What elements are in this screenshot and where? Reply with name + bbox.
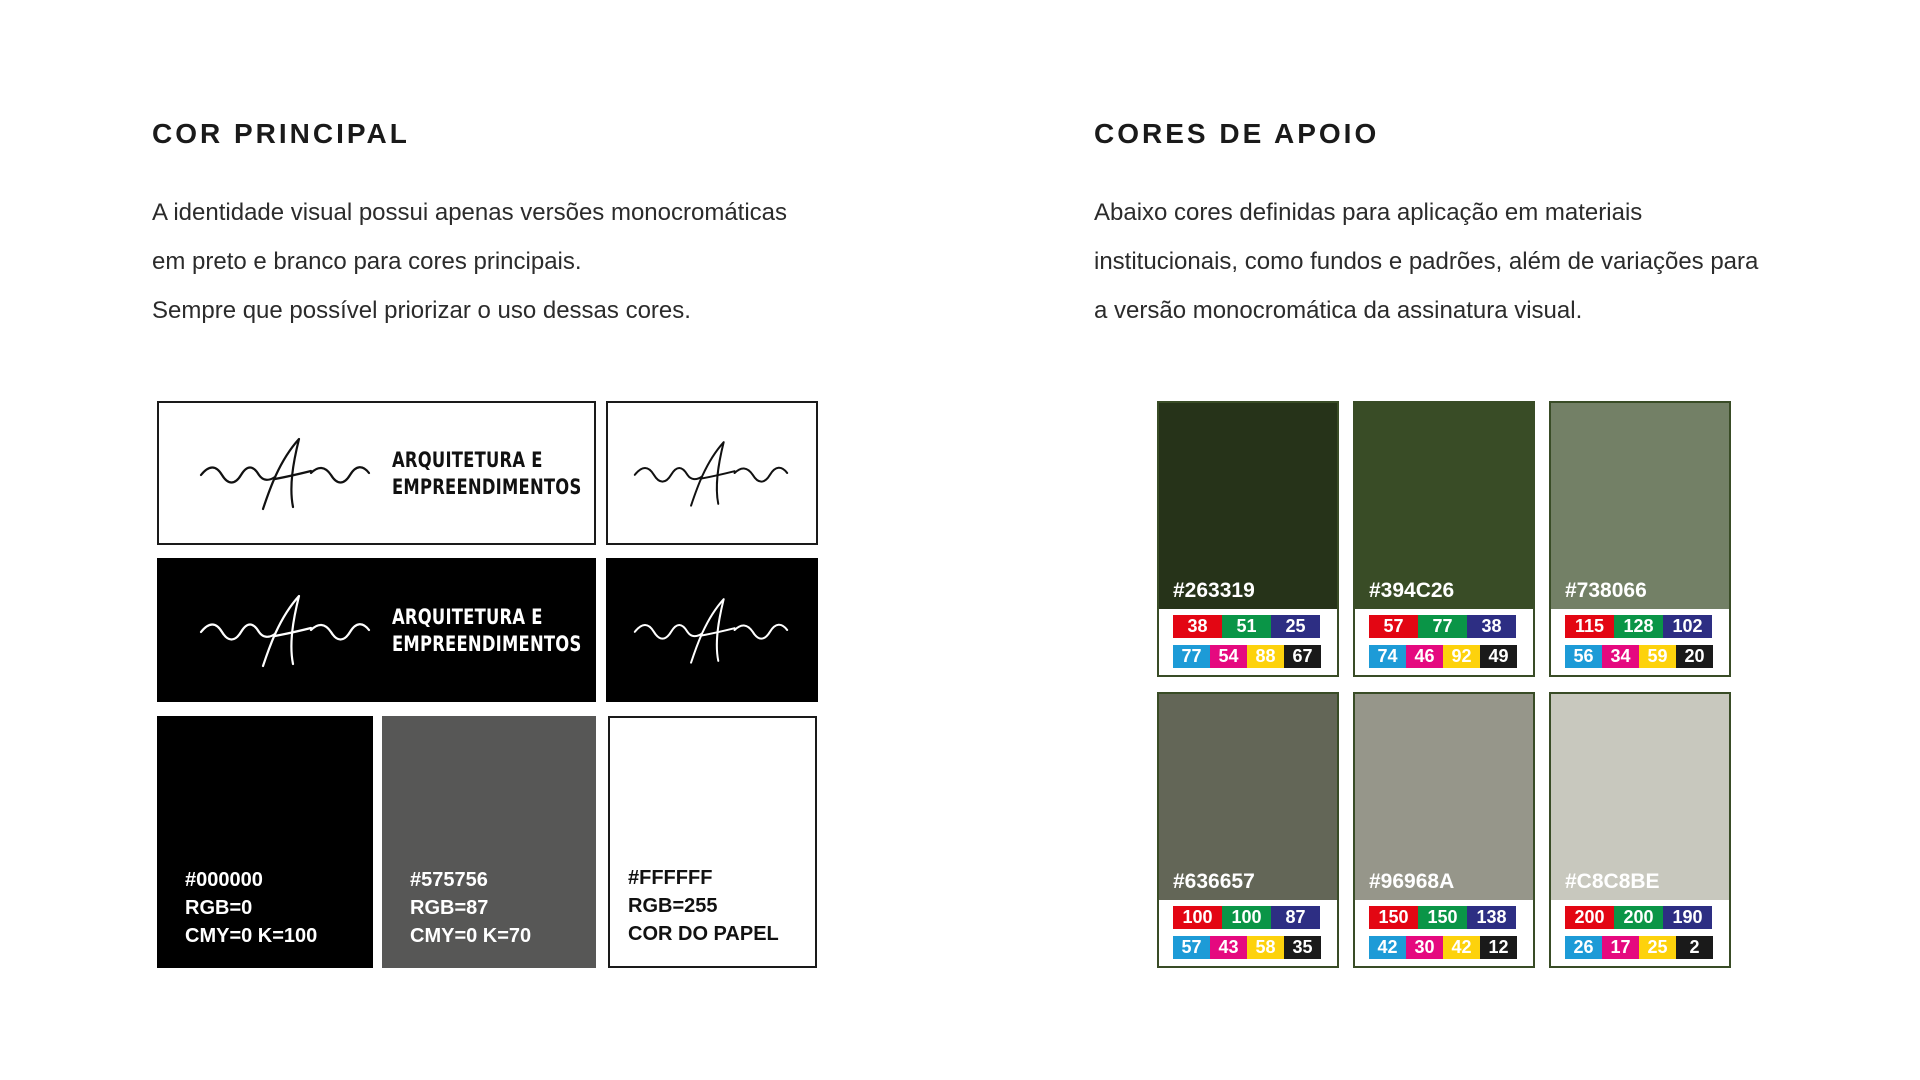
brand-line: ARQUITETURA E	[392, 448, 543, 472]
cmyk-row	[1173, 645, 1321, 668]
rgb-b: 87	[1271, 906, 1320, 929]
cmyk-c: 77	[1173, 645, 1210, 668]
signature-logo-icon	[633, 590, 789, 670]
cmyk-m: 46	[1406, 645, 1443, 668]
cmyk-y: 42	[1443, 936, 1480, 959]
color-card-info	[185, 866, 317, 950]
cor-principal-description	[152, 188, 787, 335]
color-rgb: RGB=255	[628, 895, 718, 917]
color-paper: COR DO PAPEL	[628, 923, 779, 945]
rgb-row	[1565, 906, 1712, 929]
logo-card-symbol-dark	[606, 558, 818, 702]
rgb-row	[1565, 615, 1712, 638]
rgb-g: 51	[1222, 615, 1271, 638]
rgb-r: 200	[1565, 906, 1614, 929]
signature-logo-icon	[633, 433, 789, 513]
cmyk-row	[1565, 645, 1713, 668]
color-card-info	[628, 864, 779, 948]
color-rgb: RGB=87	[410, 897, 489, 919]
cmyk-row	[1565, 936, 1713, 959]
cmyk-c: 74	[1369, 645, 1406, 668]
swatch-hex: #C8C8BE	[1565, 870, 1660, 893]
rgb-r: 100	[1173, 906, 1222, 929]
signature-logo-icon	[199, 590, 371, 670]
logo-card-symbol-light	[606, 401, 818, 545]
support-swatch	[1353, 401, 1535, 677]
rgb-b: 138	[1467, 906, 1516, 929]
cmyk-y: 58	[1247, 936, 1284, 959]
paragraph-line: a versão monocromática da assinatura visual.	[1094, 297, 1583, 324]
rgb-r: 115	[1565, 615, 1614, 638]
color-cmyk: CMY=0 K=70	[410, 925, 532, 947]
rgb-row	[1369, 615, 1516, 638]
cmyk-m: 30	[1406, 936, 1443, 959]
rgb-g: 100	[1222, 906, 1271, 929]
cmyk-m: 43	[1210, 936, 1247, 959]
support-swatch	[1549, 692, 1731, 968]
swatch-hex: #263319	[1173, 579, 1255, 602]
support-swatch	[1353, 692, 1535, 968]
rgb-b: 25	[1271, 615, 1320, 638]
cmyk-k: 20	[1676, 645, 1713, 668]
color-hex: #000000	[185, 869, 263, 891]
cmyk-m: 17	[1602, 936, 1639, 959]
brand-wordmark	[392, 604, 581, 658]
paragraph-line: institucionais, como fundos e padrões, além de variações para	[1094, 248, 1759, 275]
rgb-b: 38	[1467, 615, 1516, 638]
rgb-r: 150	[1369, 906, 1418, 929]
rgb-row	[1173, 906, 1320, 929]
cmyk-k: 2	[1676, 936, 1713, 959]
color-rgb: RGB=0	[185, 897, 253, 919]
cores-de-apoio-description	[1094, 188, 1758, 335]
paragraph-line: em preto e branco para cores principais.	[152, 248, 582, 275]
rgb-g: 200	[1614, 906, 1663, 929]
signature-logo-icon	[199, 433, 371, 513]
cmyk-row	[1369, 936, 1517, 959]
color-card-gray	[382, 716, 596, 968]
brand-line: EMPREENDIMENTOS	[392, 475, 582, 499]
cmyk-c: 57	[1173, 936, 1210, 959]
support-swatch	[1549, 401, 1731, 677]
color-cmyk: CMY=0 K=100	[185, 925, 318, 947]
rgb-b: 102	[1663, 615, 1712, 638]
cmyk-m: 34	[1602, 645, 1639, 668]
cmyk-c: 26	[1565, 936, 1602, 959]
cmyk-k: 49	[1480, 645, 1517, 668]
swatch-hex: #96968A	[1369, 870, 1455, 893]
cmyk-y: 25	[1639, 936, 1676, 959]
color-hex: #FFFFFF	[628, 867, 713, 889]
cores-de-apoio-heading: CORES DE APOIO	[1094, 118, 1380, 149]
color-card-info	[410, 866, 531, 950]
cmyk-y: 92	[1443, 645, 1480, 668]
rgb-row	[1369, 906, 1516, 929]
swatch-hex: #738066	[1565, 579, 1647, 602]
cor-principal-heading: COR PRINCIPAL	[152, 118, 410, 149]
color-hex: #575756	[410, 869, 488, 891]
logo-card-full-dark	[157, 558, 596, 702]
cmyk-k: 67	[1284, 645, 1321, 668]
brand-line: ARQUITETURA E	[392, 605, 543, 629]
paragraph-line: Sempre que possível priorizar o uso dessas cores.	[152, 297, 691, 324]
cmyk-c: 42	[1369, 936, 1406, 959]
rgb-r: 57	[1369, 615, 1418, 638]
rgb-g: 150	[1418, 906, 1467, 929]
swatch-hex: #394C26	[1369, 579, 1455, 602]
support-swatch	[1157, 401, 1339, 677]
cmyk-y: 88	[1247, 645, 1284, 668]
rgb-row	[1173, 615, 1320, 638]
cmyk-row	[1173, 936, 1321, 959]
swatch-hex: #636657	[1173, 870, 1255, 893]
logo-card-full-light	[157, 401, 596, 545]
support-swatch	[1157, 692, 1339, 968]
cmyk-k: 35	[1284, 936, 1321, 959]
cmyk-row	[1369, 645, 1517, 668]
color-card-black	[157, 716, 373, 968]
cmyk-m: 54	[1210, 645, 1247, 668]
cmyk-c: 56	[1565, 645, 1602, 668]
brand-line: EMPREENDIMENTOS	[392, 632, 582, 656]
cmyk-y: 59	[1639, 645, 1676, 668]
paragraph-line: Abaixo cores definidas para aplicação em materiais	[1094, 199, 1643, 226]
color-card-white	[608, 716, 817, 968]
rgb-r: 38	[1173, 615, 1222, 638]
rgb-g: 77	[1418, 615, 1467, 638]
rgb-g: 128	[1614, 615, 1663, 638]
paragraph-line: A identidade visual possui apenas versões monocromáticas	[152, 199, 788, 226]
brand-wordmark	[392, 447, 581, 501]
cmyk-k: 12	[1480, 936, 1517, 959]
rgb-b: 190	[1663, 906, 1712, 929]
